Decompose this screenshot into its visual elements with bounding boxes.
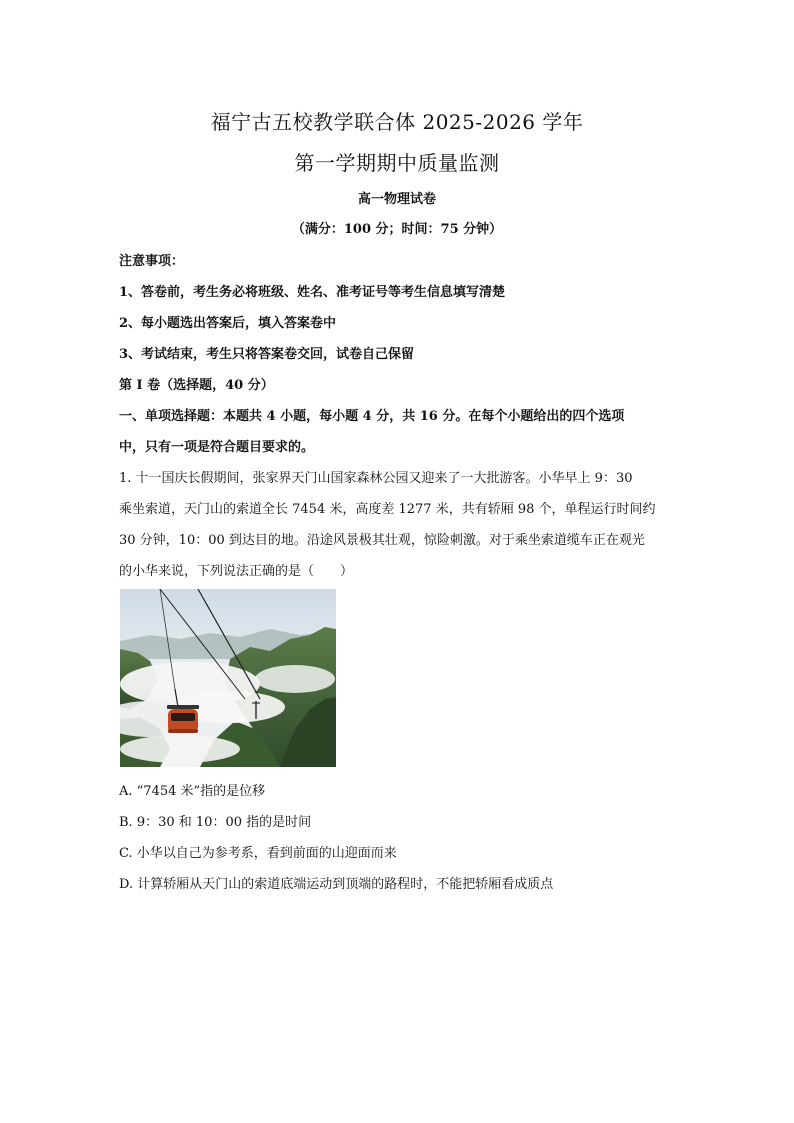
exam-info: （满分：100 分；时间：75 分钟）: [291, 222, 503, 237]
question-1-line2: 乘坐索道，天门山的索道全长 7454 米，高度差 1277 米，共有轿厢 98 个，单程运行时间约: [119, 502, 656, 517]
note-item-1: 1、答卷前，考生务必将班级、姓名、准考证号等考生信息填写清楚: [119, 285, 506, 300]
exam-title-line1: 福宁古五校教学联合体 2025-2026 学年: [210, 110, 584, 134]
question-1-line3: 30 分钟，10：00 到达目的地。沿途风景极其壮观，惊险刺激。对于乘坐索道缆车正在观光: [119, 533, 645, 548]
section-instructions-line1: 一、单项选择题：本题共 4 小题，每小题 4 分，共 16 分。在每个小题给出的四个选项: [119, 409, 625, 424]
section-instructions-line2: 中，只有一项是符合题目要求的。: [119, 440, 315, 455]
part-heading: 第 I 卷（选择题，40 分）: [119, 378, 274, 393]
note-item-2: 2、每小题选出答案后，填入答案卷中: [119, 316, 337, 331]
subject-title: 高一物理试卷: [357, 192, 436, 207]
option-a: A. “7454 米”指的是位移: [119, 784, 266, 799]
question-1-line1: 1. 十一国庆长假期间，张家界天门山国家森林公园又迎来了一大批游客。小华早上 9：30: [119, 471, 633, 486]
cable-car-photo: [120, 589, 336, 767]
option-b: B. 9：30 和 10：00 指的是时间: [119, 815, 312, 830]
option-c: C. 小华以自己为参考系，看到前面的山迎面而来: [119, 846, 397, 861]
question-1-line4: 的小华来说，下列说法正确的是（ ）: [119, 564, 354, 579]
note-item-3: 3、考试结束，考生只将答案卷交回，试卷自己保留: [119, 347, 415, 362]
option-d: D. 计算轿厢从天门山的索道底端运动到顶端的路程时，不能把轿厢看成质点: [119, 877, 554, 892]
notes-heading: 注意事项：: [119, 254, 185, 269]
exam-title-line2: 第一学期期中质量监测: [294, 151, 500, 175]
